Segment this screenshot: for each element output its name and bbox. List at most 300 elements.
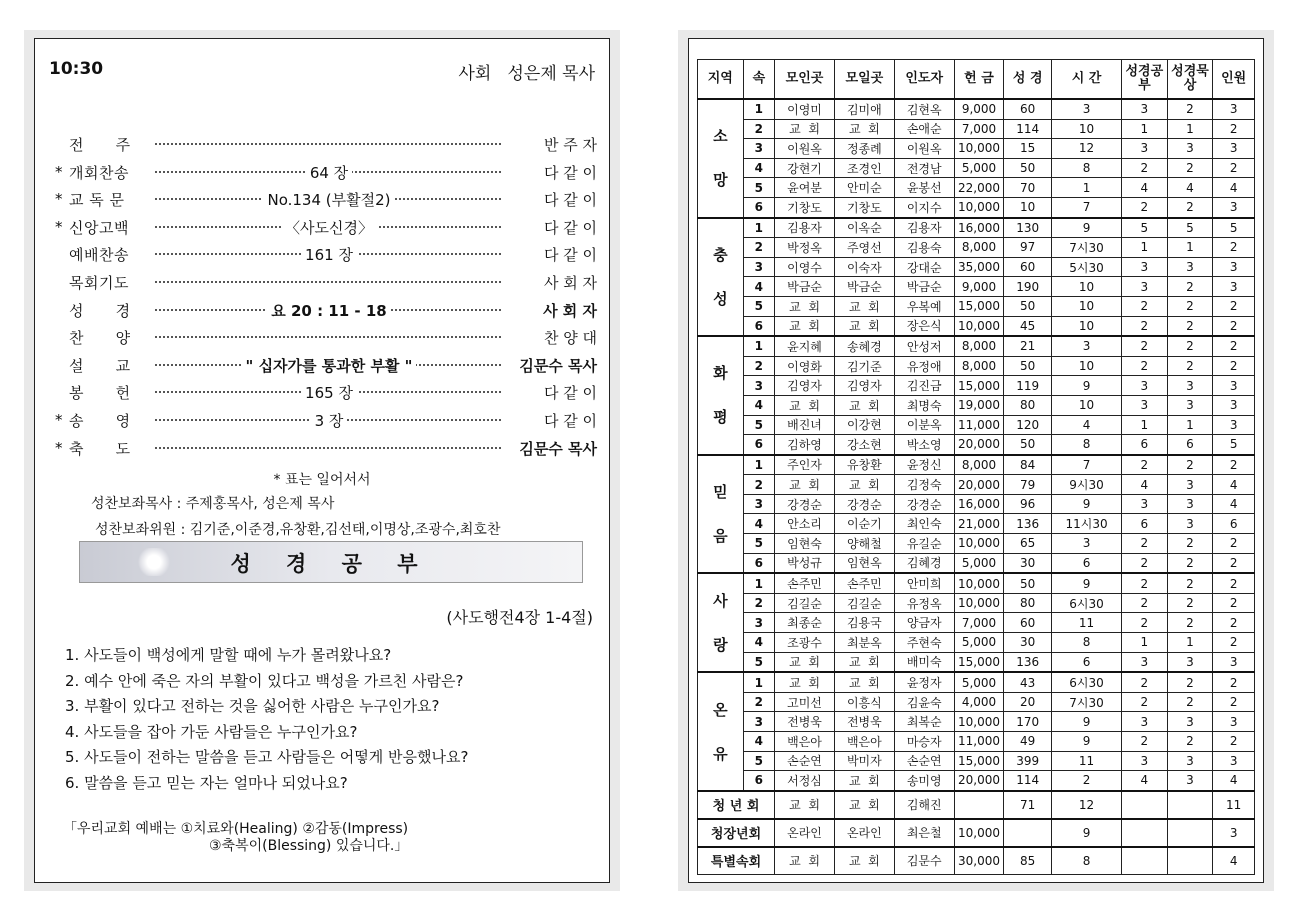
table-cell: 2 (1122, 316, 1168, 336)
table-cell: 4 (1213, 847, 1255, 875)
table-cell: 6 (1167, 435, 1213, 455)
table-row (698, 475, 1255, 495)
table-cell: 김진금 (894, 376, 954, 396)
table-cell: 3 (1167, 514, 1213, 534)
table-cell: 3 (1213, 197, 1255, 217)
table-cell: 2 (1213, 238, 1255, 258)
table-cell: 9 (1052, 573, 1122, 593)
table-cell: 2 (1052, 771, 1122, 791)
table-cell: 손주민 (834, 573, 894, 593)
dotted-leader (155, 143, 501, 145)
table-row (698, 218, 1255, 238)
table-cell: 김영자 (775, 376, 835, 396)
table-cell: 9시30 (1052, 475, 1122, 495)
table-cell (1122, 819, 1168, 847)
table-cell: 4 (1052, 415, 1122, 435)
table-cell: 2 (1167, 672, 1213, 692)
table-cell: 11 (1052, 613, 1122, 633)
table-cell: 최복순 (894, 712, 954, 732)
table-row (698, 376, 1255, 396)
table-cell: 주인자 (775, 455, 835, 475)
table-cell: 이숙자 (834, 257, 894, 277)
table-cell: 교 회 (775, 119, 835, 139)
table-cell: 20,000 (954, 771, 1004, 791)
table-cell: 2 (1167, 732, 1213, 752)
table-cell: 9 (1052, 732, 1122, 752)
table-cell: 20 (1004, 692, 1052, 712)
table-cell: 교 회 (775, 672, 835, 692)
table-cell: 2 (1167, 356, 1213, 376)
table-cell: 3 (1213, 139, 1255, 159)
cell-number: 1 (743, 672, 774, 692)
dotted-leader (155, 447, 501, 449)
table-cell: 8,000 (954, 356, 1004, 376)
table-cell: 최은철 (894, 819, 954, 847)
order-item-leader: 반 주 자 (543, 136, 597, 154)
table-cell: 강현기 (775, 158, 835, 178)
cell-number: 5 (743, 296, 774, 316)
table-cell: 3 (1167, 475, 1213, 495)
table-cell: 2 (1167, 534, 1213, 554)
table-row (698, 455, 1255, 475)
table-cell: 6 (1052, 553, 1122, 573)
table-cell: 136 (1004, 514, 1052, 534)
cell-number: 3 (743, 139, 774, 159)
table-cell: 3 (1167, 652, 1213, 672)
region-name-char: 음 (713, 526, 728, 545)
table-cell: 2 (1122, 613, 1168, 633)
table-cell: 임현숙 (775, 534, 835, 554)
table-row (698, 435, 1255, 455)
cell-number: 3 (743, 613, 774, 633)
region-cell (698, 336, 744, 455)
region-name-char: 망 (713, 171, 728, 190)
table-cell: 김길순 (834, 593, 894, 613)
order-item-name: 성 경 (69, 301, 131, 320)
table-cell: 8 (1052, 847, 1122, 875)
table-cell: 10,000 (954, 819, 1004, 847)
table-cell: 10,000 (954, 573, 1004, 593)
table-cell: 2 (1122, 336, 1168, 356)
table-cell: 최인숙 (894, 514, 954, 534)
table-row (698, 296, 1255, 316)
table-cell: 10 (1052, 119, 1122, 139)
order-item-leader: 다 같 이 (543, 411, 597, 430)
table-cell: 교 회 (775, 847, 835, 875)
table-cell: 11 (1213, 791, 1255, 819)
column-header: 지역 (698, 60, 744, 100)
table-cell: 4,000 (954, 692, 1004, 712)
cell-number: 6 (743, 316, 774, 336)
table-cell: 김영자 (834, 376, 894, 396)
table-cell: 2 (1213, 158, 1255, 178)
order-item-name: 설 교 (69, 356, 131, 375)
table-cell: 9 (1052, 218, 1122, 238)
table-cell: 2 (1213, 356, 1255, 376)
table-cell: 김길순 (775, 593, 835, 613)
table-cell: 김하영 (775, 435, 835, 455)
order-item-name: 개회찬송 (69, 163, 129, 182)
table-row (698, 158, 1255, 178)
cell-number: 1 (743, 99, 774, 119)
table-cell: 43 (1004, 672, 1052, 692)
table-cell: 2 (1213, 119, 1255, 139)
table-row (698, 257, 1255, 277)
table-cell: 10 (1052, 296, 1122, 316)
standing-note: * 표는 일어서서 (273, 472, 371, 488)
table-cell: 마승자 (894, 732, 954, 752)
table-row (698, 139, 1255, 159)
table-cell: 교 회 (834, 119, 894, 139)
table-cell: 2 (1167, 573, 1213, 593)
table-cell: 2 (1213, 633, 1255, 653)
table-cell: 1 (1122, 633, 1168, 653)
table-cell: 12 (1052, 139, 1122, 159)
motto-line-1: 「우리교회 예배는 ①치료와(Healing) ②감동(Impress) (63, 821, 409, 837)
table-cell: 7 (1052, 455, 1122, 475)
table-cell: 3 (1167, 376, 1213, 396)
table-cell: 2 (1122, 573, 1168, 593)
table-cell: 박성규 (775, 553, 835, 573)
table-cell: 3 (1052, 534, 1122, 554)
table-cell: 3 (1213, 376, 1255, 396)
region-name-char: 사 (713, 591, 728, 610)
table-cell: 3 (1167, 751, 1213, 771)
table-cell: 2 (1167, 553, 1213, 573)
table-row (698, 712, 1255, 732)
table-cell: 9 (1052, 494, 1122, 514)
order-item (51, 435, 597, 463)
table-cell: 3 (1213, 652, 1255, 672)
table-cell: 10 (1052, 316, 1122, 336)
table-cell: 10 (1052, 356, 1122, 376)
table-cell: 20,000 (954, 475, 1004, 495)
table-cell: 8,000 (954, 238, 1004, 258)
table-cell: 9,000 (954, 277, 1004, 297)
table-cell: 이영미 (775, 99, 835, 119)
cell-number: 3 (743, 494, 774, 514)
assistant-members: 성찬보좌위원 : 김기준,이준경,유창환,김선태,이명상,조광수,최호찬 (95, 522, 501, 538)
table-cell: 9,000 (954, 99, 1004, 119)
table-cell: 2 (1167, 296, 1213, 316)
region-name-char: 화 (713, 364, 728, 383)
table-cell: 4 (1213, 494, 1255, 514)
column-header: 헌 금 (954, 60, 1004, 100)
table-row (698, 573, 1255, 593)
table-cell: 2 (1213, 732, 1255, 752)
table-cell: 10,000 (954, 712, 1004, 732)
order-item-leader: 사 회 자 (543, 301, 597, 320)
order-item-leader: 찬 양 대 (543, 329, 597, 348)
table-cell: 11시30 (1052, 514, 1122, 534)
table-cell: 20,000 (954, 435, 1004, 455)
table-cell: 1 (1122, 119, 1168, 139)
table-cell: 손순연 (775, 751, 835, 771)
table-cell: 8 (1052, 633, 1122, 653)
table-cell: 85 (1004, 847, 1052, 875)
dotted-leader (155, 281, 501, 283)
table-cell: 5,000 (954, 553, 1004, 573)
table-cell: 2 (1122, 692, 1168, 712)
cell-number: 5 (743, 652, 774, 672)
table-cell: 우복예 (894, 296, 954, 316)
table-cell: 130 (1004, 218, 1052, 238)
table-cell: 온라인 (775, 819, 835, 847)
table-cell: 배진녀 (775, 415, 835, 435)
table-cell: 16,000 (954, 218, 1004, 238)
motto-line-2: ③축복이(Blessing) 있습니다.」 (209, 838, 409, 854)
table-cell: 이영화 (775, 356, 835, 376)
standing-mark: * (55, 217, 63, 236)
table-cell: 조경인 (834, 158, 894, 178)
cell-number: 2 (743, 119, 774, 139)
table-cell: 교 회 (834, 847, 894, 875)
table-row (698, 553, 1255, 573)
table-cell: 주영선 (834, 238, 894, 258)
table-row (698, 395, 1255, 415)
table-cell: 2 (1122, 158, 1168, 178)
table-cell: 3 (1052, 336, 1122, 356)
column-header: 인원 (1213, 60, 1255, 100)
table-cell: 5 (1213, 218, 1255, 238)
table-cell: 5,000 (954, 633, 1004, 653)
table-cell: 최종순 (775, 613, 835, 633)
table-cell: 전경남 (894, 158, 954, 178)
region-cell (698, 573, 744, 672)
table-cell: 2 (1122, 296, 1168, 316)
table-cell: 6 (1122, 514, 1168, 534)
table-cell: 안성저 (894, 336, 954, 356)
table-cell: 조광수 (775, 633, 835, 653)
table-cell: 49 (1004, 732, 1052, 752)
table-cell: 96 (1004, 494, 1052, 514)
table-cell: 80 (1004, 395, 1052, 415)
table-cell: 김문수 (894, 847, 954, 875)
table-cell: 10 (1004, 197, 1052, 217)
order-item-detail: 165 장 (301, 384, 357, 402)
table-cell: 기창도 (834, 197, 894, 217)
table-cell: 이분옥 (894, 415, 954, 435)
table-cell: 120 (1004, 415, 1052, 435)
standing-mark: * (55, 190, 63, 209)
table-cell: 1 (1167, 119, 1213, 139)
table-cell: 84 (1004, 455, 1052, 475)
table-cell (1122, 791, 1168, 819)
table-cell: 6 (1213, 514, 1255, 534)
table-row (698, 336, 1255, 356)
table-cell: 3 (1167, 139, 1213, 159)
table-cell: 박정옥 (775, 238, 835, 258)
table-cell: 5,000 (954, 672, 1004, 692)
table-cell: 15,000 (954, 652, 1004, 672)
table-cell: 2 (1167, 593, 1213, 613)
table-row (698, 99, 1255, 119)
table-cell: 21,000 (954, 514, 1004, 534)
order-item-detail: 3 장 (311, 412, 348, 430)
table-cell: 5 (1213, 435, 1255, 455)
table-cell: 45 (1004, 316, 1052, 336)
order-item (51, 214, 597, 242)
service-leader: 사회 성은제 목사 (458, 64, 595, 84)
table-cell: 8,000 (954, 455, 1004, 475)
table-cell: 박금순 (894, 277, 954, 297)
table-cell: 손애순 (894, 119, 954, 139)
table-cell: 10 (1052, 277, 1122, 297)
order-item-name: 찬 양 (69, 329, 131, 348)
communion-assistants (91, 491, 500, 543)
study-question: 4. 사도들을 잡아 가둔 사람들은 누구인가요? (65, 722, 358, 741)
table-cell: 6시30 (1052, 593, 1122, 613)
order-item (51, 379, 597, 407)
table-cell: 기창도 (775, 197, 835, 217)
table-cell: 교 회 (834, 316, 894, 336)
table-cell: 2 (1122, 455, 1168, 475)
table-cell: 60 (1004, 257, 1052, 277)
table-cell: 1 (1122, 415, 1168, 435)
table-row (698, 751, 1255, 771)
column-header: 시 간 (1052, 60, 1122, 100)
table-cell: 2 (1213, 316, 1255, 336)
table-cell: 170 (1004, 712, 1052, 732)
table-cell: 윤정신 (894, 455, 954, 475)
table-cell (954, 791, 1004, 819)
order-item-detail: " 십자가를 통과한 부활 " (242, 357, 417, 375)
table-cell: 백은아 (834, 732, 894, 752)
cell-number: 1 (743, 455, 774, 475)
order-item-detail-wrap (161, 244, 497, 265)
column-header: 성 경 (1004, 60, 1052, 100)
order-item-detail: 〈사도신경〉 (281, 219, 377, 237)
table-cell: 서정심 (775, 771, 835, 791)
table-cell: 강경순 (775, 494, 835, 514)
table-cell: 김현옥 (894, 99, 954, 119)
table-cell: 2 (1122, 593, 1168, 613)
cell-number: 6 (743, 553, 774, 573)
order-item-leader: 다 같 이 (543, 218, 597, 237)
standing-mark: * (55, 410, 63, 429)
cell-number: 4 (743, 277, 774, 297)
order-item-leader: 다 같 이 (543, 384, 597, 403)
table-row (698, 692, 1255, 712)
column-header: 모인곳 (775, 60, 835, 100)
table-cell: 장은식 (894, 316, 954, 336)
cell-number: 3 (743, 712, 774, 732)
cell-number: 5 (743, 415, 774, 435)
table-cell: 9 (1052, 712, 1122, 732)
order-item-detail: 요 20 : 11 - 18 (267, 302, 390, 320)
table-cell: 2 (1213, 593, 1255, 613)
table-cell: 고미선 (775, 692, 835, 712)
cell-number: 2 (743, 593, 774, 613)
order-item-detail-wrap (161, 382, 497, 403)
table-cell: 11,000 (954, 732, 1004, 752)
table-cell: 5,000 (954, 158, 1004, 178)
table-cell: 교 회 (775, 316, 835, 336)
cell-number: 5 (743, 178, 774, 198)
table-cell: 3 (1122, 257, 1168, 277)
table-row (698, 119, 1255, 139)
table-cell: 3 (1213, 415, 1255, 435)
order-item-name: 신앙고백 (69, 218, 129, 237)
table-cell: 114 (1004, 119, 1052, 139)
cell-number: 6 (743, 771, 774, 791)
column-header: 모일곳 (834, 60, 894, 100)
table-cell: 10 (1052, 395, 1122, 415)
assistant-pastors: 성찬보좌목사 : 주제홍목사, 성은제 목사 (91, 496, 335, 512)
page-header (49, 59, 595, 89)
cell-number: 1 (743, 218, 774, 238)
table-cell: 2 (1213, 455, 1255, 475)
table-cell: 김용국 (834, 613, 894, 633)
table-row (698, 494, 1255, 514)
table-row (698, 672, 1255, 692)
cell-number: 1 (743, 336, 774, 356)
table-cell: 이강현 (834, 415, 894, 435)
table-cell: 3 (1052, 99, 1122, 119)
bible-study-banner (79, 541, 583, 583)
column-header: 성경공부 (1122, 60, 1168, 100)
table-cell: 399 (1004, 751, 1052, 771)
table-cell: 2 (1122, 534, 1168, 554)
table-cell: 박금순 (834, 277, 894, 297)
table-cell: 교 회 (775, 475, 835, 495)
table-cell: 30,000 (954, 847, 1004, 875)
table-cell: 15,000 (954, 376, 1004, 396)
study-questions (65, 643, 468, 797)
table-cell (1167, 847, 1213, 875)
cell-number: 1 (743, 573, 774, 593)
table-cell: 최분옥 (834, 633, 894, 653)
cell-number: 3 (743, 376, 774, 396)
table-row (698, 197, 1255, 217)
table-cell: 50 (1004, 356, 1052, 376)
special-group-row (698, 819, 1255, 847)
region-name-char: 믿 (713, 482, 728, 501)
table-cell: 30 (1004, 553, 1052, 573)
table-row (698, 613, 1255, 633)
table-cell: 2 (1122, 356, 1168, 376)
order-item-detail-wrap (161, 162, 497, 183)
cell-group-table (697, 59, 1255, 875)
study-question: 6. 말씀을 듣고 믿는 자는 얼마나 되었나요? (65, 773, 348, 792)
table-row (698, 593, 1255, 613)
table-cell: 30 (1004, 633, 1052, 653)
special-group-row (698, 847, 1255, 875)
table-cell: 2 (1167, 277, 1213, 297)
table-cell: 유창환 (834, 455, 894, 475)
table-cell: 온라인 (834, 819, 894, 847)
cell-number: 4 (743, 732, 774, 752)
table-cell: 6 (1052, 652, 1122, 672)
table-cell: 2 (1213, 613, 1255, 633)
order-item (51, 159, 597, 187)
cell-number: 2 (743, 692, 774, 712)
table-cell: 최명숙 (894, 395, 954, 415)
table-cell: 손주민 (775, 573, 835, 593)
table-cell: 이원옥 (775, 139, 835, 159)
table-cell: 8,000 (954, 336, 1004, 356)
table-cell: 박소영 (894, 435, 954, 455)
dotted-leader (155, 336, 501, 338)
table-cell: 11,000 (954, 415, 1004, 435)
study-question: 3. 부활이 있다고 전하는 것을 싫어한 사람은 누구인가요? (65, 697, 440, 716)
table-cell: 3 (1122, 139, 1168, 159)
table-cell: 손순연 (894, 751, 954, 771)
order-item-leader: 다 같 이 (543, 163, 597, 182)
table-cell: 송혜경 (834, 336, 894, 356)
table-cell: 71 (1004, 791, 1052, 819)
table-cell: 전병욱 (775, 712, 835, 732)
